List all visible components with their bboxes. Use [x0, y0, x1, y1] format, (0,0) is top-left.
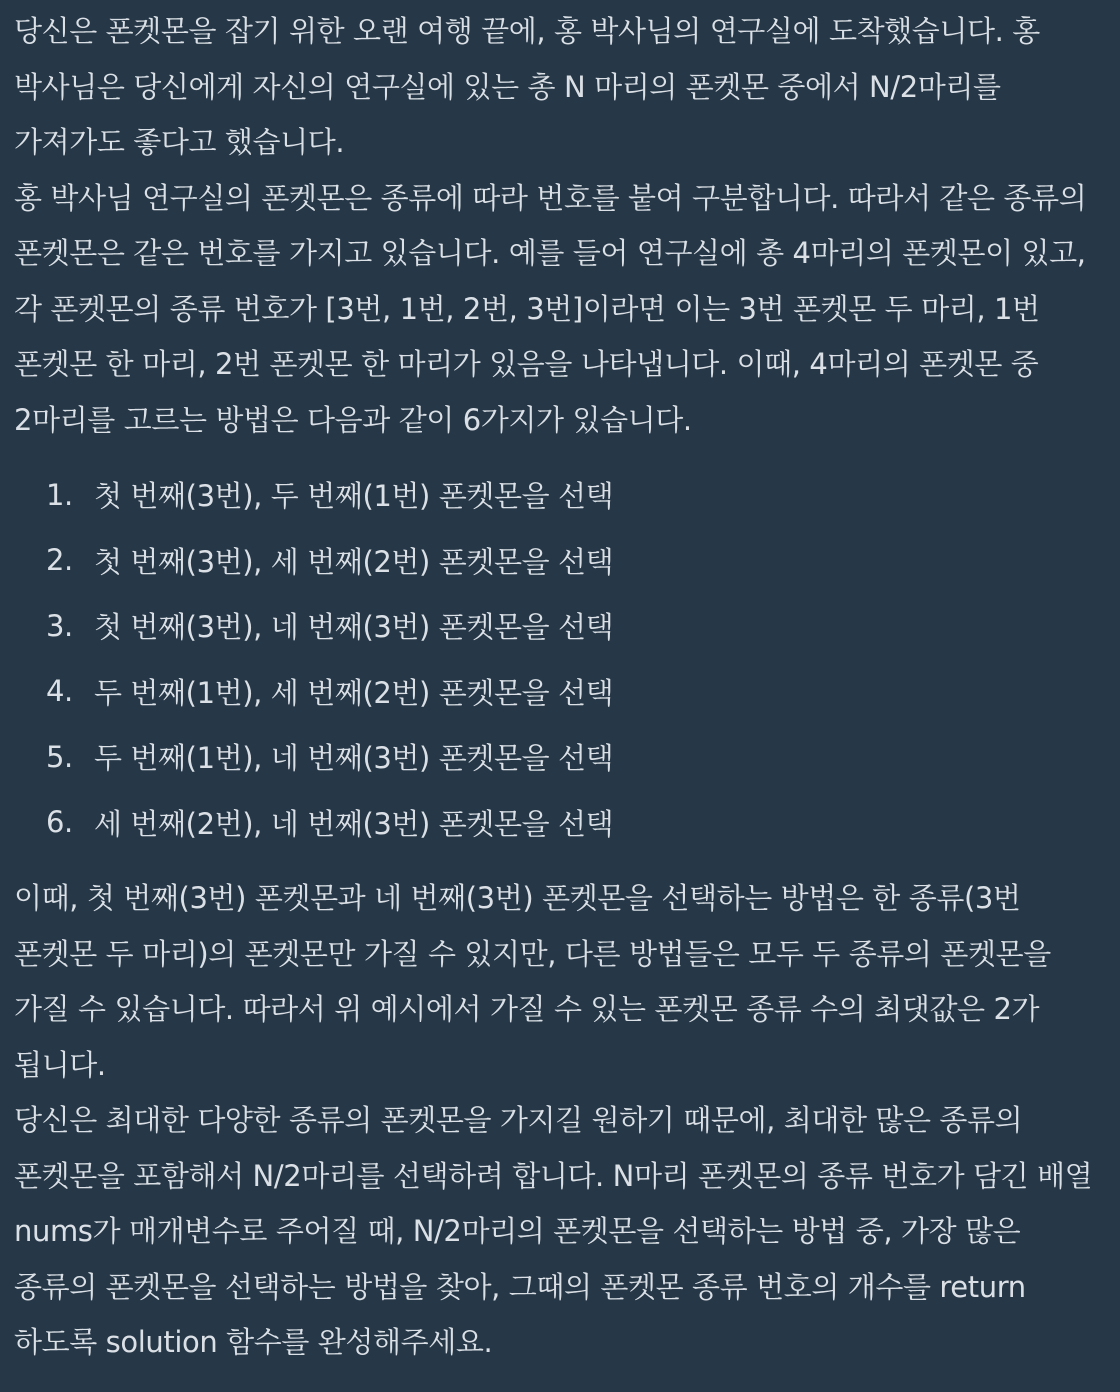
selection-methods-list	[14, 462, 1108, 855]
list-item-text: 첫 번째(3번), 두 번째(1번) 폰켓몬을 선택	[94, 479, 614, 514]
list-item	[46, 724, 1108, 790]
list-item-text: 첫 번째(3번), 세 번째(2번) 폰켓몬을 선택	[94, 544, 614, 579]
list-item-number: 5.	[46, 739, 73, 774]
result-paragraph: 이때, 첫 번째(3번) 폰켓몬과 네 번째(3번) 폰켓몬을 선택하는 방법은 한 종류(3번 폰켓몬 두 마리)의 폰켓몬만 가질 수 있지만, 다른 방법들은 모두 두 종류의 폰켓몬을 가질 수 있습니다. 따라서 위 예시에서 가질 수 있는 폰켓몬 종류 수의 최댓값은 2가 됩니다.	[14, 881, 1051, 1082]
list-item	[46, 790, 1108, 856]
list-item	[46, 659, 1108, 725]
list-item-text: 세 번째(2번), 네 번째(3번) 폰켓몬을 선택	[94, 806, 614, 841]
list-item-number: 3.	[46, 608, 73, 643]
list-item-number: 6.	[46, 805, 73, 840]
list-item	[46, 528, 1108, 594]
task-paragraph: 당신은 최대한 다양한 종류의 폰켓몬을 가지길 원하기 때문에, 최대한 많은 종류의 폰켓몬을 포함해서 N/2마리를 선택하려 합니다. N마리 폰켓몬의 종류 번호가 담긴 배열 nums가 매개변수로 주어질 때, N/2마리의 폰켓몬을 선택하는 방법 중, 가장 많은 종류의 폰켓몬을 선택하는 방법을 찾아, 그때의 폰켓몬 종류 번호의 개수를 return 하도록 solution 함수를 완성해주세요.	[14, 1103, 1093, 1359]
list-item-text: 두 번째(1번), 세 번째(2번) 폰켓몬을 선택	[94, 675, 614, 710]
list-item-number: 4.	[46, 674, 73, 709]
classification-paragraph: 홍 박사님 연구실의 폰켓몬은 종류에 따라 번호를 붙여 구분합니다. 따라서 같은 종류의 폰켓몬은 같은 번호를 가지고 있습니다. 예를 들어 연구실에 총 4마리의 폰켓몬이 있고, 각 폰켓몬의 종류 번호가 [3번, 1번, 2번, 3번]이라면 이는 3번 폰켓몬 두 마리, 1번 폰켓몬 한 마리, 2번 폰켓몬 한 마리가 있음을 나타냅니다. 이때, 4마리의 폰켓몬 중 2마리를 고르는 방법은 다음과 같이 6가지가 있습니다.	[14, 180, 1087, 437]
list-item-number: 1.	[46, 477, 73, 512]
list-item-text: 두 번째(1번), 네 번째(3번) 폰켓몬을 선택	[94, 741, 614, 776]
list-item-number: 2.	[46, 543, 73, 578]
list-item-text: 첫 번째(3번), 네 번째(3번) 폰켓몬을 선택	[94, 610, 614, 645]
list-item	[46, 462, 1108, 528]
intro-paragraph: 당신은 폰켓몬을 잡기 위한 오랜 여행 끝에, 홍 박사님의 연구실에 도착했습니다. 홍 박사님은 당신에게 자신의 연구실에 있는 총 N 마리의 폰켓몬 중에서 N/2마리를 가져가도 좋다고 했습니다.	[14, 14, 1040, 159]
list-item	[46, 593, 1108, 659]
